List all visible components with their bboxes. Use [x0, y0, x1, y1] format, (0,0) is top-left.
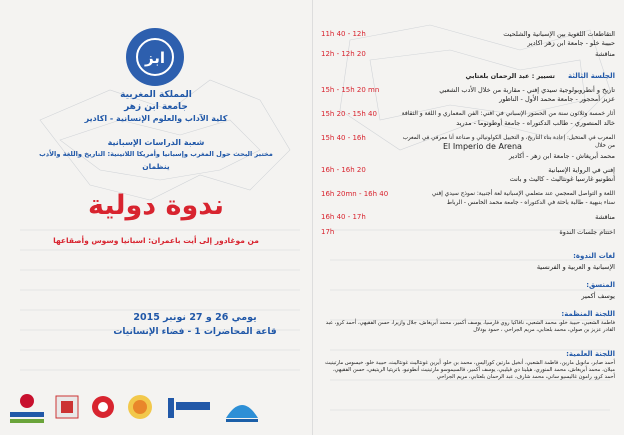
kingdom-label: المملكة المغربية	[120, 90, 192, 100]
s3-text-6: مناقشة	[595, 213, 615, 221]
session3-head: الجلسة الثالثة	[568, 72, 615, 80]
coordinator-head: المنسق:	[586, 281, 615, 289]
schedule-author-1: حبيبة خلو - جامعة ابن زهر اكادير	[527, 39, 615, 47]
s3-author-3: محمد أبريغاش - جامعة ابن زهر - أكادير	[508, 152, 615, 160]
s3-text-3: المغرب في المتخيل: إعادة بناء التاريخ، و التخييل الكولونيالي و صناعة أنا معرفي في المغرب من خلال	[402, 135, 615, 149]
s3-text-5: اللغة و التواصل المعجمي عند متعلمي الإسبانية لغة أجنبية: نموذج سيدي إفني	[431, 191, 615, 197]
organize-label: ينظمان	[142, 162, 170, 171]
lab-name: مختبر البحث حول المغرب وإسبانيا وأمريكا اللاتينية: التاريخ واللغة والأدب	[39, 150, 273, 158]
s3-time-1: 15h - 15h 20 mn	[321, 86, 380, 94]
sponsor-logo-4	[124, 392, 156, 426]
sponsor-region-souss	[8, 392, 46, 426]
s3-time-5: 16h 20mn - 16h 40	[321, 190, 389, 198]
sponsor-logo-3	[88, 392, 118, 426]
organizing-head: اللجنة المنظمة:	[561, 310, 615, 318]
logo-glyph-icon: ابز	[144, 49, 166, 67]
sponsor-fondation	[166, 392, 212, 426]
schedule-time-2: 12h - 12h 20	[321, 50, 366, 58]
s3-text-4: إفني في الرواية الإسبانية	[548, 166, 615, 174]
sponsor-agadir	[222, 392, 262, 426]
s3-text-2: أثار خمسة وثلاثون سنة من الحضور الإسباني في افني: الفن المعماري و اللغة و الثقافة	[401, 110, 615, 117]
sponsor-logo-2	[52, 392, 82, 426]
s3-author-4: أنطونيو غارسيا غونثاليث - كاليث و بانت	[509, 175, 615, 183]
scientific-head: اللجنة العلمية:	[566, 350, 615, 358]
faculty-name: كلية الآداب والعلوم الإنسانية - اكادير	[84, 114, 228, 123]
coordinator-value: يوسف أكمير	[581, 292, 615, 300]
s3-time-2: 15h 20 - 15h 40	[321, 110, 377, 118]
schedule-text-2: مناقشة	[595, 50, 615, 58]
right-panel	[312, 0, 624, 435]
languages-head: لغات الندوة:	[573, 252, 615, 260]
university-name: جامعة ابن زهر	[124, 102, 188, 112]
s3-author-2: خالد المنصوري - طالب الدكتوراه - جامعة أوطونوما - مدريد	[456, 119, 615, 127]
organizing-value: فاطمة الشعبي، حبيبة خلو، محمد الشعبي، نافاكيا روي فارسيا، يوسف أكمير، محمد أبريغاش، جلال وازيرا، حسن الفقيهي، أحمد كرو، عبد القادر عزيز بن صولي، محمد بلعتابي، مريم الجراحي ، حمود بودلال	[325, 320, 615, 333]
schedule-time-1: 11h 40 - 12h	[321, 30, 366, 38]
schedule-text-1: التقاطعات اللغوية بين الإسبانية والشلحيت	[503, 30, 615, 38]
event-title: ندوة دولية	[87, 190, 225, 221]
s3-author2-3: El Imperio de Arena	[443, 142, 522, 151]
s3-text-1: تاريخ و أنطروبولوجية سيدي إفني - مقاربة من خلال الأدب الشعبي	[439, 86, 615, 94]
logo-ring	[136, 38, 174, 76]
university-logo	[126, 28, 184, 86]
scientific-value: أحمد صابر، مانويل مارين، فاطمة الشعبي، أنخيل مارتين كوراليس، محمد بن خلو، أيرين غونثاليث غونثاليث، حبيبة خلو، خيسوس مارتينيث ميلان، محمد أبريغاش، محمد المنوري، هيلينا دي فيليبي، يوسف أكمير، فالسيموسو مارتينيث أنطونيو، باتريثيا الريتيفي، حسن الفقيهي، أحمد كرو، رامون غاليسيو ساني، محمد شارف، عبد الرحمان بلعتابي، مريم الجراحي	[325, 360, 615, 380]
event-subtitle: من موغادور إلى أيت باعمران: اسبانيا وسوس وأصقاعها	[53, 236, 259, 245]
s3-time-7: 17h	[321, 228, 335, 236]
s3-author-5: سناء بنبهية - طالبة باحثة في الدكتوراه - جامعة محمد الخامس - الرباط	[446, 200, 615, 206]
event-dates: يومي 26 و 27 نونبر 2015	[133, 312, 257, 323]
s3-time-4: 16h - 16h 20	[321, 166, 366, 174]
event-venue: قاعة المحاضرات 1 - فضاء الإنسانيات	[113, 327, 277, 337]
s3-time-3: 15h 40 - 16h	[321, 134, 366, 142]
department-name: شعبة الدراسات الإسبانية	[107, 138, 205, 147]
session3-chair: تسيير : عبد الرحمان بلعتابي	[465, 72, 555, 80]
s3-author-1: عزيز أمحجور - جامعة محمد الأول - الناظور	[499, 95, 615, 103]
s3-time-6: 16h 40 - 17h	[321, 213, 366, 221]
s3-text-7: اختتام جلسات الندوة	[559, 228, 615, 236]
languages-value: الإسبانية و العربية و الفرنسية	[536, 263, 615, 271]
